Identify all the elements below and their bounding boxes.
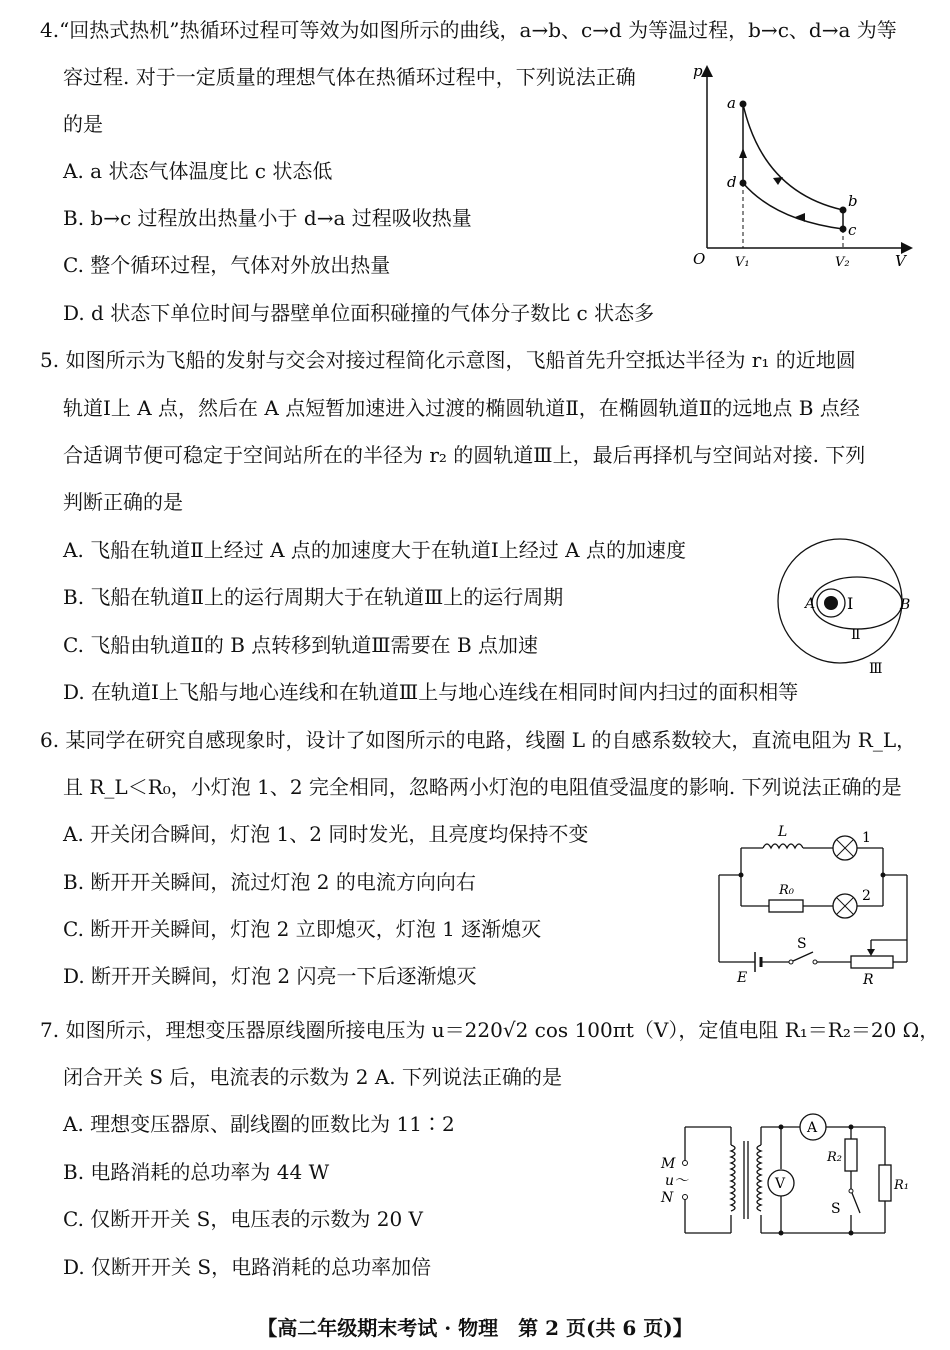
q5-stem-line4: 判断正确的是 — [63, 490, 183, 514]
q4-label-v1: V₁ — [735, 255, 750, 270]
q6-option-c: C. 断开开关瞬间，灯泡 2 立即熄灭，灯泡 1 逐渐熄灭 — [63, 917, 542, 941]
q5-label-i: Ⅰ — [847, 594, 854, 613]
page-footer: 【高二年级期末考试 · 物理 第 2 页(共 6 页)】 — [257, 1316, 693, 1340]
q7-label-m: M — [661, 1156, 676, 1172]
q7-option-c: C. 仅断开开关 S，电压表的示数为 20 V — [63, 1207, 423, 1231]
q4-option-a: A. a 状态气体温度比 c 状态低 — [63, 159, 333, 183]
q5-label-b: B — [900, 597, 911, 613]
q7-voltmeter-label: V — [775, 1176, 786, 1192]
q5-option-c: C. 飞船由轨道Ⅱ的 B 点转移到轨道Ⅲ需要在 B 点加速 — [63, 633, 539, 657]
q6-stem-line2: 且 R_L＜R₀，小灯泡 1、2 完全相同，忽略两小灯泡的电阻值受温度的影响. 下列说法正确的是 — [63, 775, 902, 799]
q6-label-l: L — [778, 824, 788, 840]
q7-option-b: B. 电路消耗的总功率为 44 W — [63, 1160, 330, 1184]
q5-option-b: B. 飞船在轨道Ⅱ上的运行周期大于在轨道Ⅲ上的运行周期 — [63, 585, 564, 609]
q7-label-u: u～ — [665, 1173, 689, 1189]
q5-label-ii: Ⅱ — [851, 627, 861, 643]
q6-stem-line1: 6. 某同学在研究自感现象时，设计了如图所示的电路，线圈 L 的自感系数较大，直流电阻为 R_L， — [40, 728, 917, 752]
q7-secondary-coil — [757, 1145, 761, 1211]
q5-stem-line1: 5. 如图所示为飞船的发射与交会对接过程简化示意图，飞船首先升空抵达半径为 r₁ 的近地圆 — [40, 348, 856, 372]
q5-earth — [824, 596, 838, 610]
q5-orbit-iii — [778, 539, 902, 663]
q6-label-s: S — [797, 936, 807, 952]
q7-ammeter-label: A — [807, 1120, 818, 1136]
q5-stem-line2: 轨道Ⅰ上 A 点，然后在 A 点短暂加速进入过渡的椭圆轨道Ⅱ，在椭圆轨道Ⅱ的远地点 B 点经 — [63, 396, 860, 420]
q6-option-d: D. 断开开关瞬间，灯泡 2 闪亮一下后逐渐熄灭 — [63, 964, 477, 988]
q4-option-c: C. 整个循环过程，气体对外放出热量 — [63, 253, 391, 277]
q5-label-a: A — [805, 596, 816, 612]
q6-label-e: E — [737, 970, 748, 986]
q7-label-r1: R₁ — [894, 1178, 909, 1193]
q4-pv-diagram — [685, 60, 920, 275]
q6-label-2: 2 — [862, 888, 871, 904]
q7-option-a: A. 理想变压器原、副线圈的匝数比为 11∶2 — [63, 1112, 455, 1136]
q6-rheostat — [851, 956, 893, 968]
q5-orbit-diagram — [765, 535, 915, 675]
q7-label-r2: R₂ — [827, 1150, 842, 1165]
q4-label-v2: V₂ — [835, 255, 850, 270]
q6-label-1: 1 — [862, 830, 871, 846]
q5-stem-line3: 合适调节便可稳定于空间站所在的半径为 r₂ 的圆轨道Ⅲ上，最后再择机与空间站对接. 下列 — [63, 443, 866, 467]
q4-stem-line1: 4.“回热式热机”热循环过程可等效为如图所示的曲线，a→b、c→d 为等温过程，b→c、d→a 为等 — [40, 18, 897, 42]
q7-label-s: S — [831, 1201, 841, 1217]
q4-stem-line2: 容过程. 对于一定质量的理想气体在热循环过程中，下列说法正确 — [63, 65, 636, 89]
q4-point-c: c — [848, 221, 857, 239]
q7-resistor-r2 — [845, 1139, 857, 1171]
q6-option-b: B. 断开开关瞬间，流过灯泡 2 的电流方向向右 — [63, 870, 476, 894]
q7-transformer-circuit — [655, 1105, 910, 1240]
q6-inductor-coil — [763, 844, 803, 848]
q4-stem-line3: 的是 — [63, 112, 103, 136]
q7-resistor-r1 — [879, 1165, 891, 1201]
q7-switch — [852, 1193, 860, 1213]
q4-option-b: B. b→c 过程放出热量小于 d→a 过程吸收热量 — [63, 206, 472, 230]
q4-option-d: D. d 状态下单位时间与器壁单位面积碰撞的气体分子数比 c 状态多 — [63, 301, 655, 325]
q4-curve-ab — [743, 104, 843, 210]
q4-origin: O — [693, 250, 706, 268]
q7-stem-line2: 闭合开关 S 后，电流表的示数为 2 A. 下列说法正确的是 — [63, 1065, 563, 1089]
q7-stem-line1: 7. 如图所示，理想变压器原线圈所接电压为 u＝220√2 cos 100πt（V），定值电阻 R₁＝R₂＝20 Ω， — [40, 1018, 940, 1042]
q5-option-a: A. 飞船在轨道Ⅱ上经过 A 点的加速度大于在轨道Ⅰ上经过 A 点的加速度 — [63, 538, 686, 562]
q7-primary-coil — [731, 1145, 735, 1211]
q6-circuit-diagram — [713, 820, 913, 990]
q7-label-n: N — [661, 1190, 674, 1206]
q6-resistor-r0 — [769, 900, 803, 912]
q6-switch — [793, 952, 813, 961]
q4-axis-v: V — [895, 252, 906, 270]
q4-axis-p: p — [693, 62, 703, 80]
q5-option-d: D. 在轨道Ⅰ上飞船与地心连线和在轨道Ⅲ上与地心连线在相同时间内扫过的面积相等 — [63, 680, 799, 704]
q4-point-a: a — [727, 94, 736, 112]
q6-label-r0: R₀ — [779, 883, 794, 898]
q6-option-a: A. 开关闭合瞬间，灯泡 1、2 同时发光，且亮度均保持不变 — [63, 822, 589, 846]
q5-label-iii: Ⅲ — [869, 661, 883, 675]
q4-point-b: b — [848, 192, 858, 210]
q7-option-d: D. 仅断开开关 S，电路消耗的总功率加倍 — [63, 1255, 432, 1279]
q4-point-d: d — [727, 173, 737, 191]
q6-label-r: R — [863, 972, 874, 988]
